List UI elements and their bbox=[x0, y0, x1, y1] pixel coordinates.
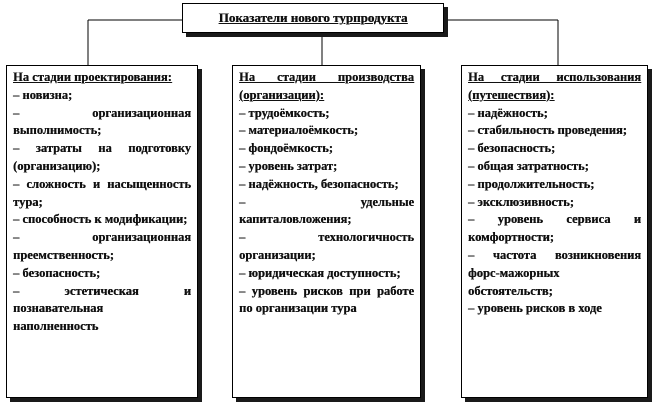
usage-stage-box bbox=[461, 65, 648, 398]
list-item: – удельные капиталовложения; bbox=[239, 194, 414, 227]
list-item: – технологичность организации; bbox=[239, 230, 414, 262]
list-item: – затраты на подготовку (организацию); bbox=[13, 141, 191, 173]
list-item: – продолжительность; bbox=[468, 176, 595, 191]
list-item: – эксклюзивность; bbox=[468, 194, 574, 209]
list-item: – уровень затрат; bbox=[239, 158, 338, 173]
production-stage-box bbox=[232, 65, 421, 398]
production-stage-heading: На стадии производства (организации): bbox=[239, 70, 414, 102]
list-item: – новизна; bbox=[13, 87, 73, 102]
list-item: – стабильность проведения; bbox=[468, 123, 627, 138]
usage-stage-heading: На стадии использования (путешествия): bbox=[468, 70, 641, 102]
title-box bbox=[182, 3, 444, 33]
list-item: – уровень рисков в ходе bbox=[468, 301, 602, 316]
list-item: – уровень рисков при работе по организации тура bbox=[239, 283, 414, 316]
list-item: – организационная преемственность; bbox=[13, 230, 191, 262]
list-item: – сложность и насыщенность тура; bbox=[13, 176, 191, 209]
list-item: – общая затратность; bbox=[468, 158, 589, 173]
list-item: – безопасность; bbox=[468, 141, 556, 156]
list-item: – уровень сервиса и комфортности; bbox=[468, 212, 641, 245]
list-item: – частота возникновения форс-мажорных обстоятельств; bbox=[468, 247, 641, 298]
list-item: – фондоёмкость; bbox=[239, 141, 333, 156]
list-item: – материалоёмкость; bbox=[239, 123, 359, 138]
list-item: – способность к модификации; bbox=[13, 212, 188, 227]
list-item: – надёжность; bbox=[468, 105, 548, 120]
design-stage-box bbox=[6, 65, 198, 398]
diagram-title: Показатели нового турпродукта bbox=[218, 10, 408, 25]
list-item: – безопасность; bbox=[13, 265, 101, 280]
design-stage-heading: На стадии проектирования: bbox=[13, 70, 172, 84]
list-item: – организационная выполнимость; bbox=[13, 105, 191, 138]
list-item: – трудоёмкость; bbox=[239, 105, 330, 120]
list-item: – юридическая доступность; bbox=[239, 265, 401, 280]
list-item: – надёжность, безопасность; bbox=[239, 176, 399, 191]
list-item: – эстетическая и познавательная наполненность bbox=[13, 283, 191, 334]
